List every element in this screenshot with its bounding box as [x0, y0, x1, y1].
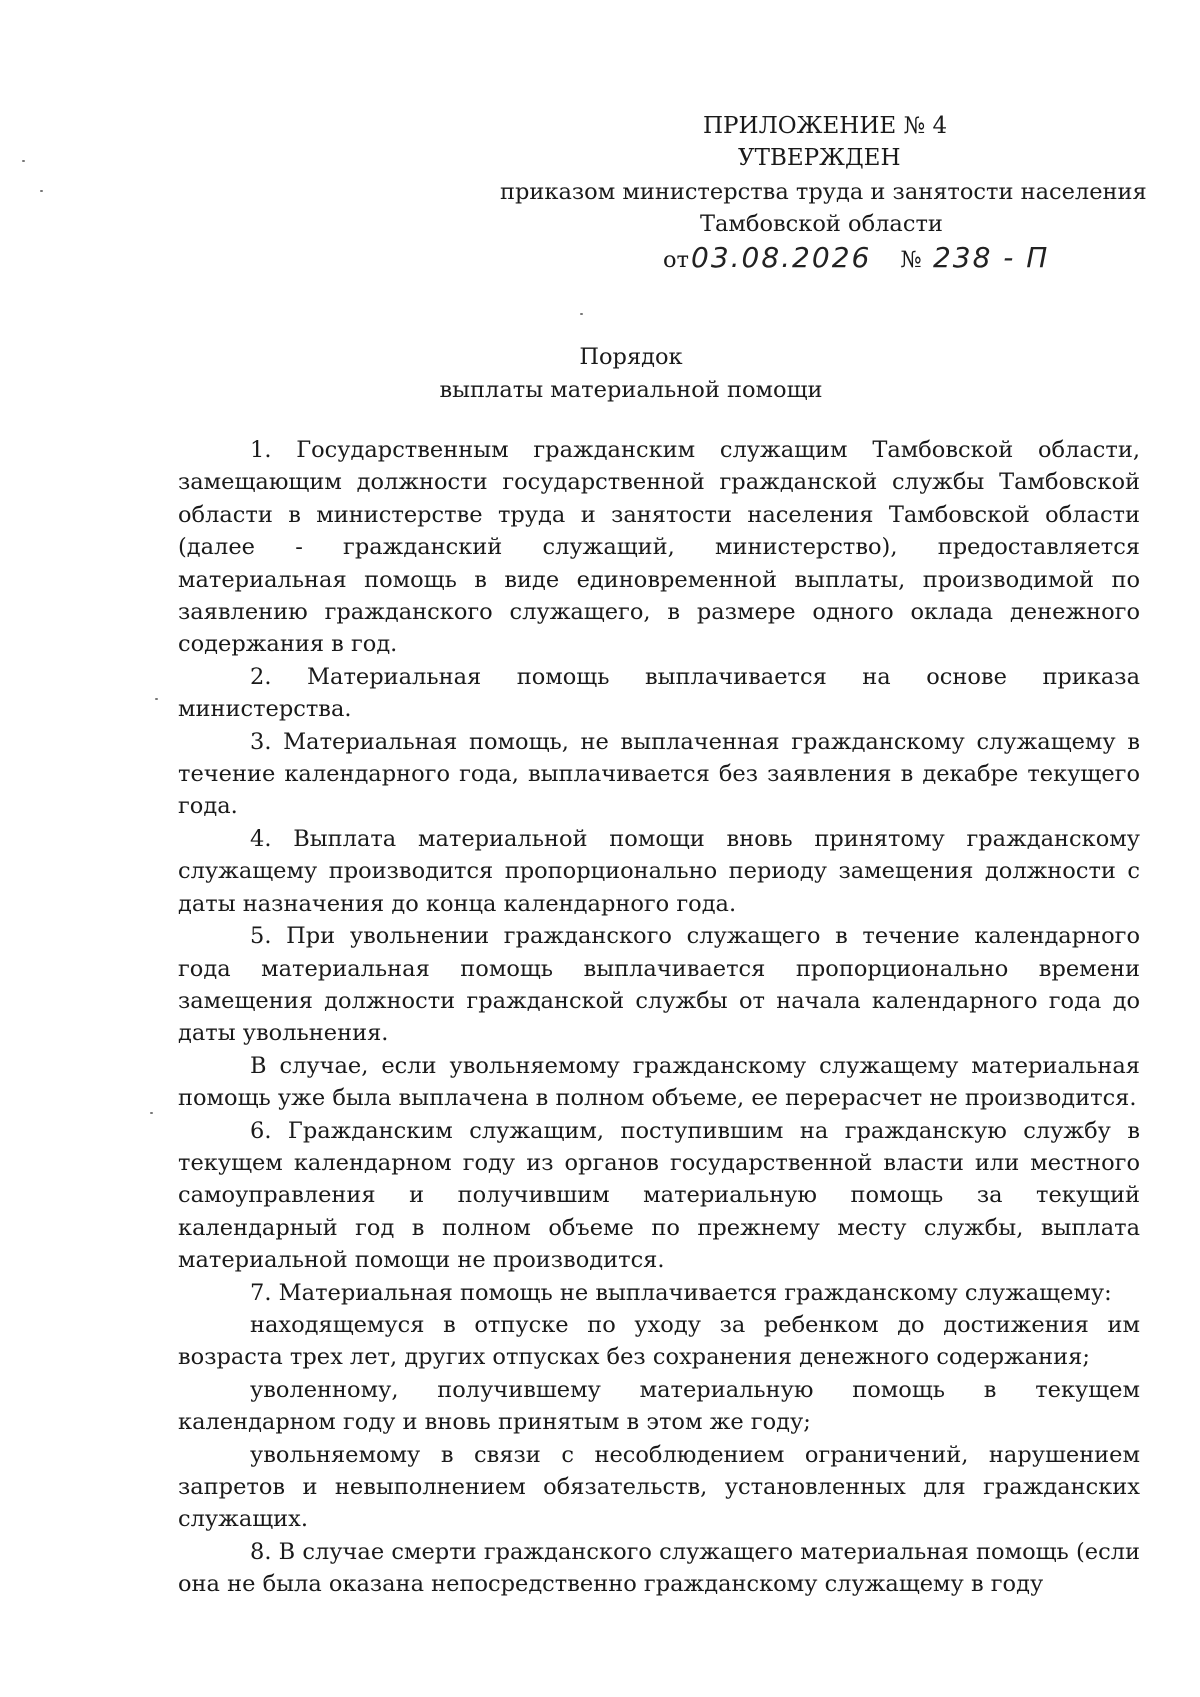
document-body [178, 434, 1140, 1601]
paragraph-7: 7. Материальная помощь не выплачивается гражданскому служащему: [250, 1279, 1112, 1306]
date-prefix: от [663, 247, 689, 273]
scan-speck [22, 160, 25, 162]
scan-speck [150, 1112, 153, 1114]
date-line [663, 241, 1049, 274]
scan-speck [580, 313, 583, 315]
handwritten-date: 03.08.2026 [691, 241, 872, 274]
paragraph-7-item-3: увольняемому в связи с несоблюдением ограничений, нарушением запретов и невыполнением обязательств, установленных для гражданских служащих. [178, 1441, 1140, 1533]
paragraph-5: 5. При увольнении гражданского служащего в течение календарного года материальная помощь выплачивается пропорционально времени замещения должности гражданской службы от начала календарного года до даты увольнения. [178, 923, 1140, 1047]
number-prefix: № [900, 247, 922, 273]
region-line: Тамбовской области [700, 211, 943, 237]
paragraph-1: 1. Государственным гражданским служащим Тамбовской области, замещающим должности государственной гражданской службы Тамбовской области в министерстве труда и занятости населения Тамбовской области (далее - гражданский служащий, министерство), предоставляется материальная помощь в виде единовременной выплаты, производимой по заявлению гражданского служащего, в размере одного оклада денежного содержания в год. [178, 437, 1140, 658]
document-title: Порядок [579, 344, 683, 370]
paragraph-8: 8. В случае смерти гражданского служащего материальная помощь (если она не была оказана непосредственно гражданскому служащему в году [178, 1538, 1140, 1598]
paragraph-4: 4. Выплата материальной помощи вновь принятому гражданскому служащему производится пропорционально периоду замещения должности с даты назначения до конца календарного года. [178, 825, 1140, 917]
handwritten-number: 238 - П [932, 241, 1050, 274]
paragraph-3: 3. Материальная помощь, не выплаченная гражданскому служащему в течение календарного года, выплачивается без заявления в декабре текущего года. [178, 728, 1140, 820]
paragraph-7-item-2: уволенному, получившему материальную помощь в текущем календарном году и вновь принятым в этом же году; [178, 1376, 1140, 1436]
paragraph-5-note: В случае, если увольняемому гражданскому служащему материальная помощь уже была выплачена в полном объеме, ее перерасчет не производится. [178, 1052, 1140, 1112]
scan-speck [155, 698, 158, 700]
document-subtitle: выплаты материальной помощи [439, 377, 823, 403]
paragraph-2: 2. Материальная помощь выплачивается на основе приказа министерства. [178, 663, 1140, 723]
paragraph-7-item-1: находящемуся в отпуске по уходу за ребенком до достижения им возраста трех лет, других отпусках без сохранения денежного содержания; [178, 1311, 1140, 1371]
approved-label: УТВЕРЖДЕН [738, 145, 901, 171]
scan-speck [40, 190, 43, 192]
paragraph-6: 6. Гражданским служащим, поступившим на гражданскую службу в текущем календарном году из органов государственной власти или местного самоуправления и получившим материальную помощь за текущий календарный год в полном объеме по прежнему месту службы, выплата материальной помощи не производится. [178, 1117, 1140, 1274]
order-line: приказом министерства труда и занятости населения [500, 179, 1147, 205]
appendix-label: ПРИЛОЖЕНИЕ № 4 [703, 113, 948, 139]
